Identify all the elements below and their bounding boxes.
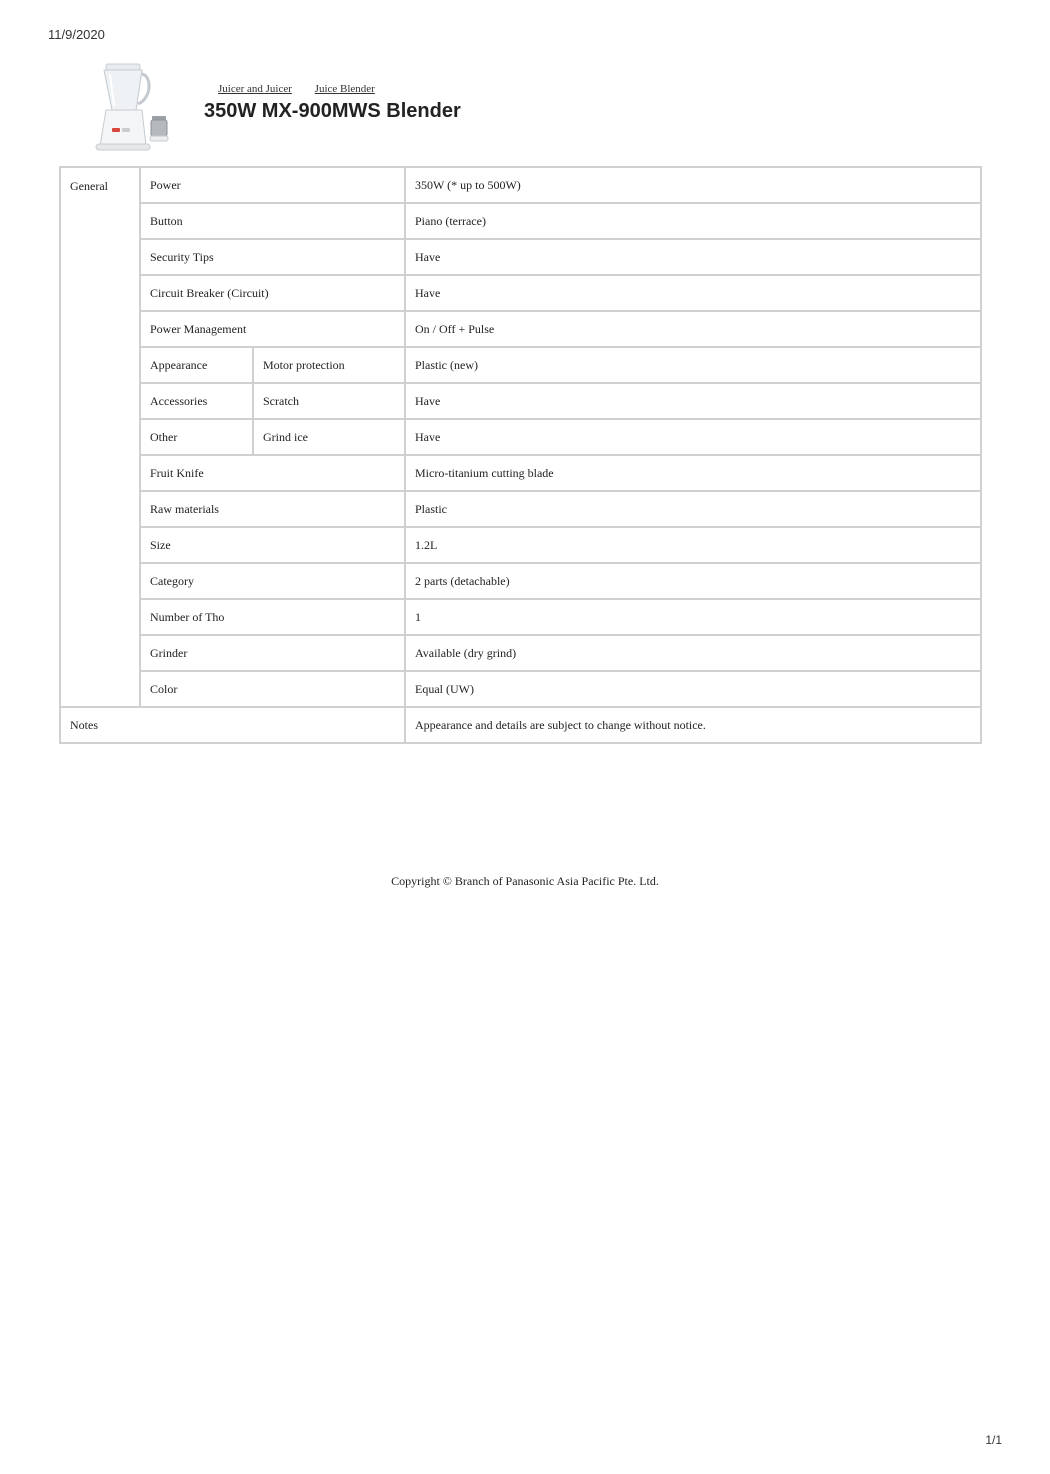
spec-label: Color: [140, 671, 405, 707]
spec-value: 1.2L: [405, 527, 981, 563]
spec-value: Available (dry grind): [405, 635, 981, 671]
spec-label: Category: [140, 563, 405, 599]
table-row: [60, 491, 981, 527]
spec-label: Number of Tho: [140, 599, 405, 635]
table-row: [60, 455, 981, 491]
spec-table: [59, 166, 982, 744]
table-row: [60, 527, 981, 563]
blender-icon: [88, 60, 172, 154]
spec-sublabel: Motor protection: [253, 347, 405, 383]
table-row: [60, 347, 981, 383]
spec-label: Other: [140, 419, 253, 455]
spec-value: Micro-titanium cutting blade: [405, 455, 981, 491]
spec-label: Raw materials: [140, 491, 405, 527]
table-row: [60, 203, 981, 239]
breadcrumb-link-juicer-and-juicer[interactable]: Juicer and Juicer: [218, 83, 292, 95]
table-row: [60, 599, 981, 635]
spec-group-label: General: [60, 167, 140, 707]
spec-sublabel: Scratch: [253, 383, 405, 419]
spec-label: Power Management: [140, 311, 405, 347]
spec-value: Have: [405, 419, 981, 455]
spec-value: Equal (UW): [405, 671, 981, 707]
spec-value: On / Off + Pulse: [405, 311, 981, 347]
spec-value: Have: [405, 383, 981, 419]
table-row: [60, 563, 981, 599]
table-row: [60, 635, 981, 671]
spec-value: Plastic (new): [405, 347, 981, 383]
table-row: [60, 167, 981, 203]
page-title: 350W MX-900MWS Blender: [204, 100, 461, 122]
breadcrumb-link-juice-blender[interactable]: Juice Blender: [314, 83, 375, 95]
spec-sublabel: Grind ice: [253, 419, 405, 455]
spec-label: Accessories: [140, 383, 253, 419]
notes-label: Notes: [60, 707, 405, 743]
spec-label: Button: [140, 203, 405, 239]
breadcrumb: [218, 83, 395, 95]
table-row: [60, 239, 981, 275]
spec-value: Plastic: [405, 491, 981, 527]
table-row: [60, 671, 981, 707]
product-image: [88, 60, 172, 154]
spec-value: Piano (terrace): [405, 203, 981, 239]
page-number: 1/1: [985, 1433, 1002, 1447]
table-row: [60, 311, 981, 347]
spec-value: Have: [405, 275, 981, 311]
table-row: [60, 275, 981, 311]
spec-value: Have: [405, 239, 981, 275]
spec-label: Appearance: [140, 347, 253, 383]
print-date: 11/9/2020: [48, 27, 105, 42]
table-row: [60, 383, 981, 419]
copyright-footer: Copyright © Branch of Panasonic Asia Pacific Pte. Ltd.: [391, 874, 659, 888]
notes-value: Appearance and details are subject to change without notice.: [405, 707, 981, 743]
table-row: [60, 419, 981, 455]
spec-value: 1: [405, 599, 981, 635]
spec-label: Fruit Knife: [140, 455, 405, 491]
table-row-notes: [60, 707, 981, 743]
spec-label: Security Tips: [140, 239, 405, 275]
spec-label: Circuit Breaker (Circuit): [140, 275, 405, 311]
spec-label: Power: [140, 167, 405, 203]
spec-value: 2 parts (detachable): [405, 563, 981, 599]
spec-value: 350W (* up to 500W): [405, 167, 981, 203]
spec-label: Size: [140, 527, 405, 563]
spec-label: Grinder: [140, 635, 405, 671]
